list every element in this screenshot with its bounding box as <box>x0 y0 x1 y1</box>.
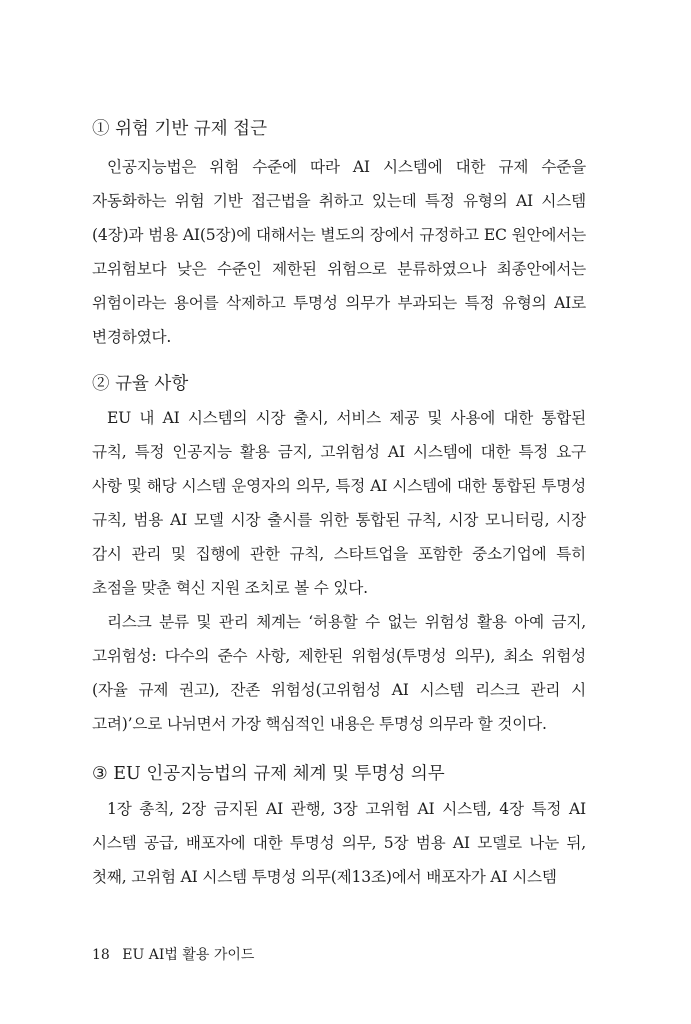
section-regulated-matters <box>92 372 586 741</box>
section-regulatory-framework <box>92 762 586 894</box>
section-heading: ③ EU 인공지능법의 규제 체계 및 투명성 의무 <box>92 764 445 784</box>
section-risk-based-approach <box>92 117 586 354</box>
book-title: EU AI법 활용 가이드 <box>122 947 255 963</box>
section-heading: ② 규율 사항 <box>92 374 189 394</box>
section-heading: ① 위험 기반 규제 접근 <box>92 119 267 139</box>
body-paragraph: EU 내 AI 시스템의 시장 출시, 서비스 제공 및 사용에 대한 통합된 규칙, 특정 인공지능 활용 금지, 고위험성 AI 시스템에 대한 특정 요구 사항 및 해당 시스템 운영자의 의무, 특정 AI 시스템에 대한 통합된 투명성 규칙, 범용 AI 모델 시장 출시를 위한 통합된 규칙, 시장 모니터링, 시장 감시 관리 및 집행에 관한 규칙, 스타트업을 포함한 중소기업에 특히 초점을 맞춘 혁신 지원 조치로 볼 수 있다. <box>92 409 586 597</box>
body-paragraph: 1장 총칙, 2장 금지된 AI 관행, 3장 고위험 AI 시스템, 4장 특정 AI 시스템 공급, 배포자에 대한 투명성 의무, 5장 범용 AI 모델로 나눈 뒤, 첫째, 고위험 AI 시스템 투명성 의무(제13조)에서 배포자가 AI 시스템 <box>92 800 586 886</box>
page-number: 18 <box>92 947 110 963</box>
body-paragraph: 인공지능법은 위험 수준에 따라 AI 시스템에 대한 규제 수준을 자동화하는 위험 기반 접근법을 취하고 있는데 특정 유형의 AI 시스템(4장)과 범용 AI(5장)에 대해서는 별도의 장에서 규정하고 EC 원안에서는 고위험보다 낮은 수준인 제한된 위험으로 분류하였으나 최종안에서는 위험이라는 용어를 삭제하고 투명성 의무가 부과되는 특정 유형의 AI로 변경하였다. <box>92 158 586 346</box>
body-paragraph: 리스크 분류 및 관리 체계는 ‘허용할 수 없는 위험성 활용 아예 금지, 고위험성: 다수의 준수 사항, 제한된 위험성(투명성 의무), 최소 위험성(자율 규제 권고), 잔존 위험성(고위험성 AI 시스템 리스크 관리 시 고려)’으로 나뉘면서 가장 핵심적인 내용은 투명성 의무라 할 것이다. <box>92 613 586 733</box>
page-footer <box>92 945 254 965</box>
